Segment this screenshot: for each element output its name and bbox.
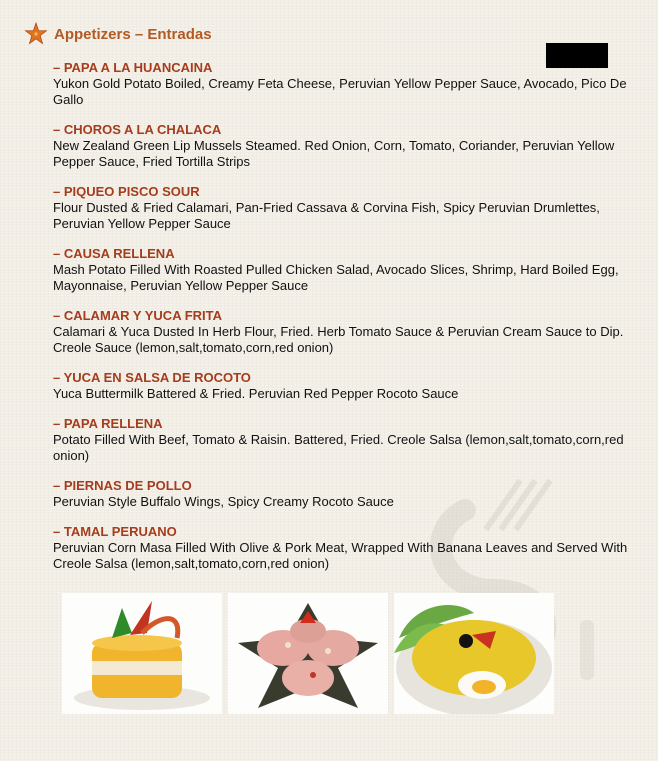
menu-item: [53, 308, 633, 356]
food-photos: [62, 593, 560, 714]
menu-item-description: Peruvian Style Buffalo Wings, Spicy Creamy Rocoto Sauce: [53, 494, 394, 509]
menu-item-name: – PIQUEO PISCO SOUR: [53, 184, 200, 199]
choros-photo: [228, 593, 388, 714]
menu-item-name: – CHOROS A LA CHALACA: [53, 122, 222, 137]
menu-item: [53, 416, 633, 464]
section-title: Appetizers – Entradas: [54, 25, 212, 43]
menu-item-name: – CALAMAR Y YUCA FRITA: [53, 308, 223, 323]
menu-item-description: Peruvian Corn Masa Filled With Olive & Pork Meat, Wrapped With Banana Leaves and Served With Creole Salsa (lemon,salt,tomato,corn,red onion): [53, 540, 628, 571]
menu-item: [53, 370, 633, 402]
appetizer-menu: [53, 60, 633, 586]
menu-item-description: Mash Potato Filled With Roasted Pulled Chicken Salad, Avocado Slices, Shrimp, Hard Boiled Egg, Mayonnaise, Peruvian Yellow Pepper Sauce: [53, 262, 619, 293]
menu-item-description: Yuca Buttermilk Battered & Fried. Peruvian Red Pepper Rocoto Sauce: [53, 386, 459, 401]
menu-item-description: Potato Filled With Beef, Tomato & Raisin. Battered, Fried. Creole Salsa (lemon,salt,tomato,corn,red onion): [53, 432, 624, 463]
section-header: [24, 22, 212, 46]
menu-item-name: – TAMAL PERUANO: [53, 524, 177, 539]
menu-item-name: – CAUSA RELLENA: [53, 246, 175, 261]
menu-item: [53, 60, 633, 108]
menu-item-description: Flour Dusted & Fried Calamari, Pan-Fried Cassava & Corvina Fish, Spicy Peruvian Drumlettes, Peruvian Yellow Pepper Sauce: [53, 200, 600, 231]
menu-item-description: Yukon Gold Potato Boiled, Creamy Feta Cheese, Peruvian Yellow Pepper Sauce, Avocado, Pico De Gallo: [53, 76, 627, 107]
causa-photo: [62, 593, 222, 714]
papa-huancaina-photo: [394, 593, 554, 714]
menu-item-name: – YUCA EN SALSA DE ROCOTO: [53, 370, 251, 385]
menu-item: [53, 184, 633, 232]
menu-item: [53, 122, 633, 170]
menu-item: [53, 524, 633, 572]
menu-item: [53, 478, 633, 510]
menu-item-description: Calamari & Yuca Dusted In Herb Flour, Fried. Herb Tomato Sauce & Peruvian Cream Sauce to Dip. Creole Sauce (lemon,salt,tomato,corn,red onion): [53, 324, 624, 355]
menu-item-name: – PAPA RELLENA: [53, 416, 163, 431]
menu-item-description: New Zealand Green Lip Mussels Steamed. Red Onion, Corn, Tomato, Coriander, Peruvian Yellow Pepper Sauce, Fried Tortilla Strips: [53, 138, 615, 169]
menu-item: [53, 246, 633, 294]
menu-item-name: – PIERNAS DE POLLO: [53, 478, 192, 493]
starfish-icon: [24, 22, 48, 46]
menu-item-name: – PAPA A LA HUANCAINA: [53, 60, 213, 75]
